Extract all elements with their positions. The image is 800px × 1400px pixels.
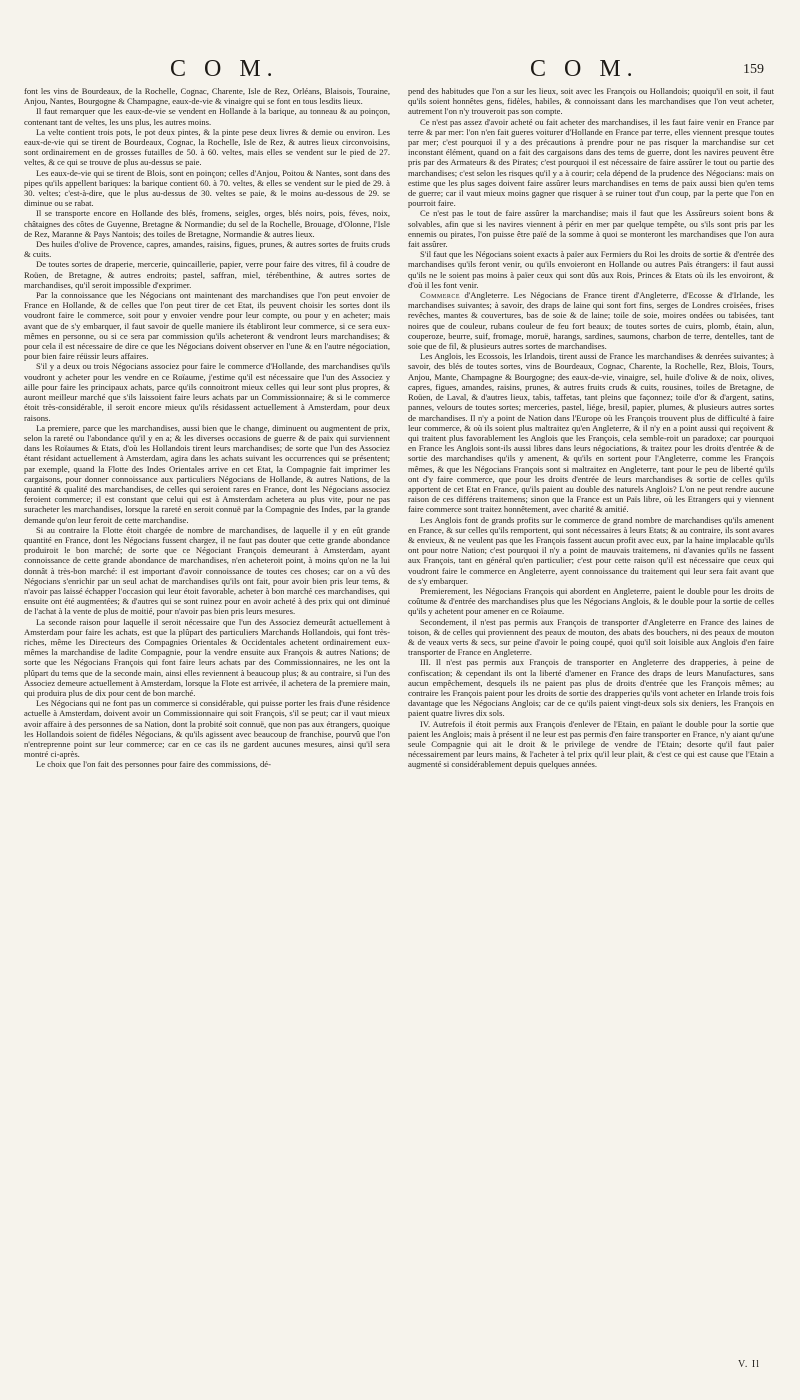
- paragraph-text: III. Il n'est pas permis aux François de transporter en Angleterre des drapperies, à peine de confiscation; & cependant ils ont la liberté d'amener en France des draps de leurs Manufactures, sans aucun empêchement, desquels ils ne paient pas plus de droits d'entrée que les François mêmes; au contraire les François paient pour les droits de sortie des drapperies qu'ils vont acheter en Irlande trois fois davantage que les Négocians Anglois; car de ce qu'ils paient vingt-deux sols six deniers, les François en paient quatre livres dix sols.: [408, 657, 774, 719]
- paragraph-text: IV. Autrefois il étoit permis aux François d'enlever de l'Etain, en païant le double pour la sortie que paient les Anglois; mais à présent il ne leur est pas permis d'en faire transporter en France, n'y aiant qu'une seule Compagnie qui ait le droit & le privilege de vendre de l'Etain; desorte qu'il faut païer nécessairement par leurs mains, & l'acheter à tel prix qu'il leur plait, & c'est ce qui est cause que l'Etain a augmenté si considérablement depuis quelques années.: [408, 718, 774, 770]
- page-number: 159: [743, 62, 764, 77]
- paragraph-text: La premiere, parce que les marchandises, aussi bien que le change, diminuent ou augmentent de prix, selon la rareté ou l'abondance qu'il y en a; & les diverses occasions de guerre & de paix qui surviennent dans les Roïaumes & Etats, d'où les Hollandois tirent leurs marchandises; de sorte que l'un des Associez étant résidant actuellement à Amsterdam, agira dans les achats suivant les occurrences qui se présentent; par exemple, quand la Flotte des Indes Orientales arrive en cet Etat, la Compagnie fait imprimer les cargaisons, pour donner connoissance aux particuliers Négocians de Hollande, & autres Nations, de la quantité & qualité des marchandises, de celles qui seroient rares en France, dont les Négocians associez feroient commerce; il est constant que celui qui est à Amsterdam achetera au plus vite, pour ne pas suracheter les marchandises, lorsque la rareté en seroit connuë par la Compagnie des Indes, par la grande demande qu'on leur feroit de cette marchandise.: [24, 422, 390, 525]
- paragraph: [24, 617, 390, 699]
- paragraph-text: Les Anglois font de grands profits sur le commerce de grand nombre de marchandises qu'ils amenent en France, & sur celles qu'ils remportent, qui sont nécessaires à leurs Etats; & au contraire, ils sont avares & envieux, & ne veulent pas que les François fassent aucun profit avec eux, par la haine implacable qu'ils ont pour notre Nation; c'est pourquoi il n'y a point de mauvais traitemens, ni d'avanies qu'ils ne fassent aux François, tant en général qu'en particulier; c'est pour cette raison qu'il est nécessaire que ceux qui voudront faire le commerce en Angleterre, ayent connoissance du traitement qui leur sera fait avant que de s'y embarquer.: [408, 514, 774, 586]
- paragraph: [408, 586, 774, 617]
- paragraph: [24, 423, 390, 525]
- paragraph-text: d'Angleterre. Les Négocians de France tirent d'Angleterre, d'Ecosse & d'Irlande, les marchandises suivantes; à savoir, des draps de laine qui sont fort fins, serges de Londres croisées, frises revêches, mantes & couvertures, bas de soie & de laine; toile de soie, moires ondées ou tabisées, tant noires que de couleur, rubans couleur de feu fort beaux; de toutes sortes de cuirs, plomb, étain, alun, couperoze, beurre, suif, fromage, moruë, harangs, sardines, saumons, charbon de terre, dentelles, tant de soie que de fil, & plusieurs autres sortes de marchandises.: [408, 290, 774, 352]
- paragraph: [24, 759, 390, 769]
- paragraph: [408, 86, 774, 117]
- paragraph-text: Ce n'est pas assez d'avoir acheté ou fait acheter des marchandises, il les faut faire venir en France par terre & par mer: l'on n'en fait gueres voiturer d'Hollande en France par terre, elles viennent presque toutes par mer; c'est pourquoi il y a des précautions à prendre pour ne pas risquer la marchandise sur cet inconstant élément, quand on a fait des cargaisons dans des tems de guerre, dont les navires peuvent être pris par des Armateurs & des Pirates; c'est pourquoi il est nécessaire de faire assûrer le tout ou partie des marchandises; c'est selon les risques qu'il y a à courir; cela dépend de la prudence des Négocians: mais on estime que les plus sages doivent faire assûrer leurs marchandises en tems de paix aussi bien qu'en tems de guerre; car il vaut mieux moins gagner que risquer à se ruiner tout d'un coup, par la perte que l'on en pourroit faire.: [408, 116, 774, 209]
- paragraph: [24, 259, 390, 290]
- paragraph-text: Des huiles d'olive de Provence, capres, amandes, raisins, figues, prunes, & autres sortes de fruits cruds & cuits.: [24, 239, 390, 260]
- paragraph-text: De toutes sortes de draperie, mercerie, quincaillerie, papier, verre pour faire des vitres, fil à coudre de Roüen, de Bretagne, & autres endroits; pastel, saffran, miel, térébenthine, & autres sortes de marchandises, qu'il seroit impossible d'exprimer.: [24, 259, 390, 290]
- paragraph-text: pend des habitudes que l'on a sur les lieux, soit avec les François ou Hollandois; quoiqu'il en soit, il faut qu'ils soient honnêtes gens, fidèles, habiles, & connoissant dans les marchandises que l'on veut acheter, autrement l'on n'y trouveroit pas son compte.: [408, 86, 774, 117]
- paragraph-text: S'il y a deux ou trois Négocians associez pour faire le commerce d'Hollande, des marchandises qu'ils voudront y acheter pour les vendre en ce Roïaume, j'estime qu'il est nécessaire que l'un des Associez y aille pour faire les principaux achats, parce qu'ils connoitront mieux celles qui leur sont plus propres, & auront meilleur marché que s'ils laissoient faire leurs achats par un Commissionnaire; & si le commerce étoit très-considérable, il seroit encore mieux qu'ils résidassent actuellement à Amsterdam, pour deux raisons.: [24, 361, 390, 423]
- paragraph-text: Ce n'est pas le tout de faire assûrer la marchandise; mais il faut que les Assûreurs soient bons & solvables, afin que si les navires viennent à périr en mer par quelque tempête, ou s'ils sont pris par les ennemis ou pirates, l'on puisse être païé de la somme à quoi se monteront les marchandises que l'on aura fait assûrer.: [408, 208, 774, 250]
- paragraph-text: Les Négocians qui ne font pas un commerce si considérable, qui puisse porter les frais d'une résidence actuelle à Amsterdam, doivent avoir un Commissionnaire qui soit François, s'il se peut; car il vaut mieux avoir affaire à des personnes de sa Nation, dont la probité soit connuë, que non pas aux étrangers, quoique les Hollandois soient de fidéles Négocians, & qu'ils agissent avec beaucoup de franchise, pourvû que l'on n'entreprenne point sur leur commerce; car en ce cas ils ne gardent aucunes mesures, ainsi qu'il sera montré ci-après.: [24, 698, 390, 760]
- paragraph-text: La velte contient trois pots, le pot deux pintes, & la pinte pese deux livres & demie ou environ. Les eaux-de-vie qui se tirent de Bourdeaux, Cognac, la Rochelle, Isle de Rez, & autres lieux circonvoisins, sont ordinairement en de grosses futailles de 50. à 60. veltes, mais elles se vendent sur le pied de 27. veltes, & ce qui se trouve de plus au-dessus se paie.: [24, 126, 390, 168]
- paragraph-text: Il faut remarquer que les eaux-de-vie se vendent en Hollande à la barique, au tonneau & au poinçon, contenant tant de veltes, les uns plus, les autres moins.: [24, 106, 390, 127]
- paragraph-text: Si au contraire la Flotte étoit chargée de nombre de marchandises, de laquelle il y en eût grande quantité en France, dont les Négocians fussent chargez, il ne faut pas douter que cette grande abondance produiroit le bon marché; de sorte que ce Négociant François demeurant à Amsterdam, ayant connoissance de cette grande abondance de marchandises, n'en acheteroit point, à moins qu'on ne la lui donnât à très-bon marché: il est important d'avoir connoissance de toutes ces choses; car on a vû des Négocians s'enrichir par un seul achat de marchandises qu'ils ont fait, pour avoir bien pris leur tems, & n'avoir pas laissé échapper l'occasion qui leur étoit favorable, acheter à bon marché ces marchandises, qui ensuite ont été augmentées; & d'autres qui se sont ruinez pour en avoir acheté à des prix qui ont diminué de l'achat à la vente de plus de moitié, pour n'avoir pas bien pris leurs mesures.: [24, 524, 390, 617]
- paragraph: [408, 515, 774, 586]
- paragraph-text: Le choix que l'on fait des personnes pour faire des commissions, dé-: [36, 759, 271, 770]
- paragraph: [24, 168, 390, 209]
- paragraph: [24, 127, 390, 168]
- catchword: V. Il: [737, 1359, 760, 1370]
- paragraph: [24, 525, 390, 617]
- running-head-right: C O M.: [530, 56, 639, 82]
- right-text-column: [408, 86, 774, 770]
- left-text-column: [24, 86, 390, 770]
- paragraph: [24, 361, 390, 422]
- paragraph: [408, 290, 774, 351]
- paragraph-text: font les vins de Bourdeaux, de la Rochelle, Cognac, Charente, Isle de Rez, Orléans, Blaisois, Touraine, Anjou, Nantes, Bourgogne & Champagne, eaux-de-vie & vinaigre qui se font en tous lesdits lieux.: [24, 86, 390, 107]
- paragraph: [408, 249, 774, 290]
- paragraph-text: Les eaux-de-vie qui se tirent de Blois, sont en poinçon; celles d'Anjou, Poitou & Nantes, sont dans des pipes qu'ils appellent bariques: la barique contient 60. à 70. veltes, & elles se vendent sur le pied de 29. à 30. veltes; c'est-à-dire, que le plus au-dessus de 30. veltes se paie, & le moins au-dessous de 29. se diminue ou se rabat.: [24, 167, 390, 209]
- paragraph: [408, 617, 774, 658]
- paragraph-text: Par la connoissance que les Négocians ont maintenant des marchandises que l'on peut envoier de France en Hollande, & de celles que l'on peut tirer de cet Etat, ils peuvent choisir les sortes dont ils voudront faire le commerce, soit pour y envoier vendre pour leur compte, ou pour y en acheter; mais avant que de s'y embarquer, il faut savoir de quelle maniere ils établiront leur commerce, si ce sera eux-mêmes en personne, ou si ce sera par commission qu'ils acheteront & vendront leurs marchandises; & pour cela il est nécessaire de dire ce que les Négocians doivent observer en l'une & en l'autre négociation, pour bien faire réüssir leurs affaires.: [24, 290, 390, 362]
- paragraph: [408, 657, 774, 718]
- paragraph-text: Secondement, il n'est pas permis aux François de transporter d'Angleterre en France des laines de toison, & de celles qui proviennent des peaux de mouton, des abats des bouchers, ni des peaux de mouton & de veaux verts & secs, sur peine d'avoir le poing coupé, quoi qu'il soit loisible aux Anglois d'en faire transporter de France en Angleterre.: [408, 616, 774, 658]
- running-head-left: C O M.: [170, 56, 279, 82]
- paragraph-text: La seconde raison pour laquelle il seroit nécessaire que l'un des Associez demeurât actuellement à Amsterdam pour faire les achats, est que la plûpart des particuliers Marchands Hollandois, qui font très-riches, même les Directeurs des Compagnies Orientales & Occidentales achetent ordinairement eux-mêmes la marchandise de ladite Compagnie, pour la vendre ensuite aux François & autres Nations; de sorte que les Négocians François qui font faire leurs achats par des Commissionnaires, ne les ont la plûpart du tems que de la seconde main, ainsi elles reviennent à beaucoup plus; & au contraire, si l'un des Associez demeure actuellement à Amsterdam, lorsque la Flote est arrivée, il achetera de la premiere main, qui produira plus de dix pour cent de bon marché.: [24, 616, 390, 698]
- paragraph: [24, 86, 390, 106]
- paragraph: [408, 117, 774, 209]
- paragraph-text: S'il faut que les Négocians soient exacts à païer aux Fermiers du Roi les droits de sortie & d'entrée des marchandises qu'ils feront venir, ou qu'ils envoieront en Hollande ou autres Païs étrangers: il faut aussi qu'ils ne le soient pas moins à païer ceux qui sont dûs aux Rois, Princes & Etats où ils les envoiront, & d'où il les font venir.: [408, 249, 774, 290]
- paragraph: [24, 290, 390, 361]
- section-lead-word: Commerce: [420, 290, 461, 301]
- paragraph: [24, 239, 390, 259]
- paragraph: [24, 106, 390, 126]
- paragraph: [408, 208, 774, 249]
- paragraph-text: Les Anglois, les Ecossois, les Irlandois, tirent aussi de France les marchandises & denrées suivantes; à savoir, des blés de toutes sortes, vins de Bourdeaux, Cognac, Charente, la Rochelle, Rez, Blois, Tours, Anjou, Mante, Champagne & Bourgogne; des eaux-de-vie, vinaigre, sel, huile d'olive & de noix, olives, capres, figues, amandes, raisins, prunes, & autres fruits cruds & cuits, rousines, toiles de Bretagne, de Roüen, de Laval, & d'autres lieux, tabis, taffetas, tant pleins que façonnez; toile d'or & d'argent, satins, pannes, velours de toutes sortes; merceries, pastel, liége, bresil, papier, plumes, & plusieurs autres sortes de marchandises. Il n'y a point de Nation dans l'Europe où les François trouvent plus de difficulté à faire leur commerce, & où ils soient plus maltraitez qu'en Angleterre, & il n'y en a point aussi qui reçoivent & qui traitent plus favorablement les Anglois que les François, cela semble-roit un paradoxe; car pourquoi en France les Anglois sont-ils aussi libres dans leurs négociations, & traitez pour les droits d'entrée & de sortie des marchandises qu'ils y amenent, & qu'ils en sortent pour l'Angleterre, comme les François mêmes, & que les Négocians François sont si maltraitez en Angleterre, tant pour le peu de liberté qu'ils ont d'y faire commerce, que pour les droits d'entrée de leurs marchandises & sortie de celles qu'ils apportent de cet Etat en France, qu'ils paient au double des naturels Anglois? L'on ne peut rendre aucune raison de ces différens traitemens; sinon que la France est un Païs libre, où les Etrangers qui y viennent faire commerce sont traitez honnêtement, avec charité & amitié.: [408, 351, 774, 515]
- paragraph: [24, 208, 390, 239]
- paragraph: [24, 698, 390, 759]
- paragraph-text: Il se transporte encore en Hollande des blés, fromens, seigles, orges, blés noirs, pois, féves, noix, châtaignes des côtes de Guyenne, Bretagne & Normandie; du sel de la Rochelle, Brouage, d'Olonne, l'Isle de Rez, Maranne & Pays Nantois; des toiles de Bretagne, Normandie & autres lieux.: [24, 208, 390, 239]
- paragraph: [408, 719, 774, 770]
- paragraph: [408, 351, 774, 514]
- paragraph-text: Premierement, les Négocians François qui abordent en Angleterre, paient le double pour les droits de coûtume & d'entrée des marchandises plus que les Négocians Anglois, & le double pour la sortie de celles qu'ils y achetent pour amener en ce Roïaume.: [408, 585, 774, 617]
